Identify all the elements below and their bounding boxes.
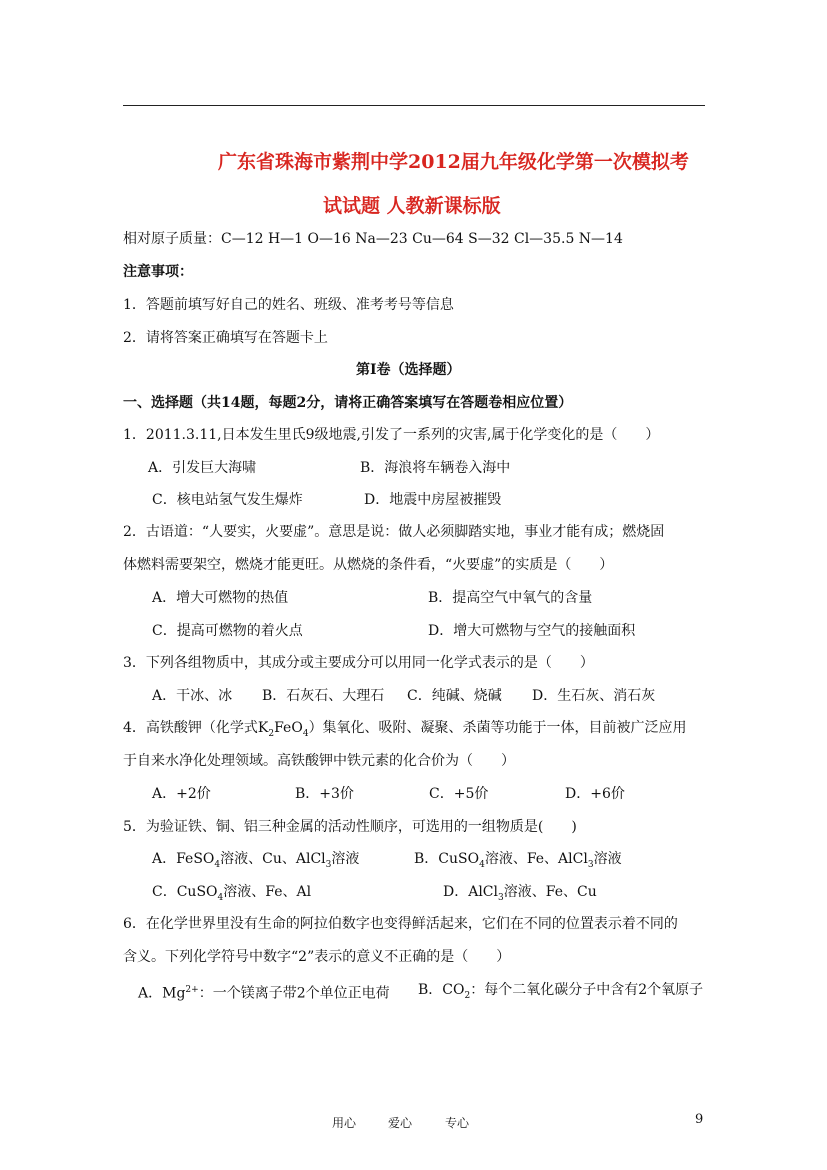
q2-option-b: B．提高空气中氧气的含量: [428, 590, 593, 606]
q4-stem-1: 4．高铁酸钾（化学式$K_2FeO_4$）集氧化、吸附、凝聚、杀菌等功能于一体，目前被广泛应用: [123, 720, 687, 739]
q2-option-d: D．增大可燃物与空气的接触面积: [428, 623, 636, 639]
section-title: 一、选择题（共14题，每题2分，请将正确答案填写在答题卷相应位置）: [123, 395, 573, 411]
q1-option-a: A．引发巨大海啸: [148, 460, 257, 476]
q2-option-c: C．提高可燃物的着火点: [152, 623, 303, 639]
volume-title: 第Ⅰ卷（选择题）: [356, 362, 461, 378]
q5-option-a: A．FeSO$_4$溶液、Cu、AlCl$_3$溶液: [152, 851, 360, 870]
q2-stem-1: 2．古语道：“人要实，火要虚”。意思是说：做人必须脚踏实地，事业才能有成；燃烧固: [123, 524, 665, 540]
q3-option-a: A．干冰、冰: [152, 688, 233, 704]
footer-word-2: 爱心: [388, 1116, 413, 1130]
notice-heading: 注意事项：: [123, 264, 193, 280]
page-number: 9: [695, 1112, 704, 1127]
q6-stem-1: 6．在化学世界里没有生命的阿拉伯数字也变得鲜活起来，它们在不同的位置表示着不同的: [123, 916, 678, 932]
q1-option-d: D．地震中房屋被摧毁: [364, 492, 502, 508]
notice-item-2: 2．请将答案正确填写在答题卡上: [123, 330, 328, 346]
q3-option-d: D．生石灰、消石灰: [532, 688, 656, 704]
q4-option-c: C．+5价: [429, 786, 489, 802]
q6-option-a: A．$Mg^{2+}$：一个镁离子带2个单位正电荷: [138, 985, 390, 1002]
q5-stem: 5．为验证铁、铜、铝三种金属的活动性顺序，可选用的一组物质是( ): [123, 819, 577, 835]
q4-option-a: A．+2价: [152, 786, 211, 802]
q1-option-c: C．核电站氢气发生爆炸: [152, 492, 303, 508]
q4-option-d: D．+6价: [565, 786, 625, 802]
q2-option-a: A．增大可燃物的热值: [152, 590, 289, 606]
footer-word-3: 专心: [445, 1116, 470, 1130]
footer-word-1: 用心: [332, 1116, 357, 1130]
q2-stem-2: 体燃料需要架空，燃烧才能更旺。从燃烧的条件看，“火要虚”的实质是（ ）: [123, 557, 614, 573]
q3-stem: 3．下列各组物质中，其成分或主要成分可以用同一化学式表示的是（ ）: [123, 655, 594, 671]
doc-title-line2: 试试题 人教新课标版: [323, 195, 501, 217]
doc-title-line1: 广东省珠海市紫荆中学2012届九年级化学第一次模拟考: [218, 151, 689, 173]
notice-item-1: 1．答题前填写好自己的姓名、班级、准考考号等信息: [123, 297, 454, 313]
q6-stem-2: 含义。下列化学符号中数字“2”表示的意义不正确的是（ ）: [123, 949, 511, 965]
q3-option-b: B．石灰石、大理石: [262, 688, 385, 704]
q6-option-b: B．$CO_2$：每个二氧化碳分子中含有2个氧原子: [418, 982, 704, 1001]
q5-option-c: C．CuSO$_4$溶液、Fe、Al: [152, 884, 312, 903]
q3-option-c: C．纯碱、烧碱: [407, 688, 502, 704]
q5-option-d: D．AlCl$_3$溶液、Fe、Cu: [443, 884, 597, 903]
header-rule: [123, 105, 705, 106]
q5-option-b: B．CuSO$_4$溶液、Fe、AlCl$_3$溶液: [414, 851, 622, 870]
q4-stem-2: 于自来水净化处理领域。高铁酸钾中铁元素的化合价为（ ）: [123, 753, 515, 769]
q1-stem: 1．2011.3.11,日本发生里氏9级地震,引发了一系列的灾害,属于化学变化的是（ ）: [123, 427, 660, 443]
q1-option-b: B．海浪将车辆卷入海中: [360, 460, 511, 476]
q4-option-b: B．+3价: [295, 786, 354, 802]
atomic-mass-line: 相对原子质量：C—12 H—1 O—16 Na—23 Cu—64 S—32 Cl—35.5 N—14: [123, 231, 623, 247]
